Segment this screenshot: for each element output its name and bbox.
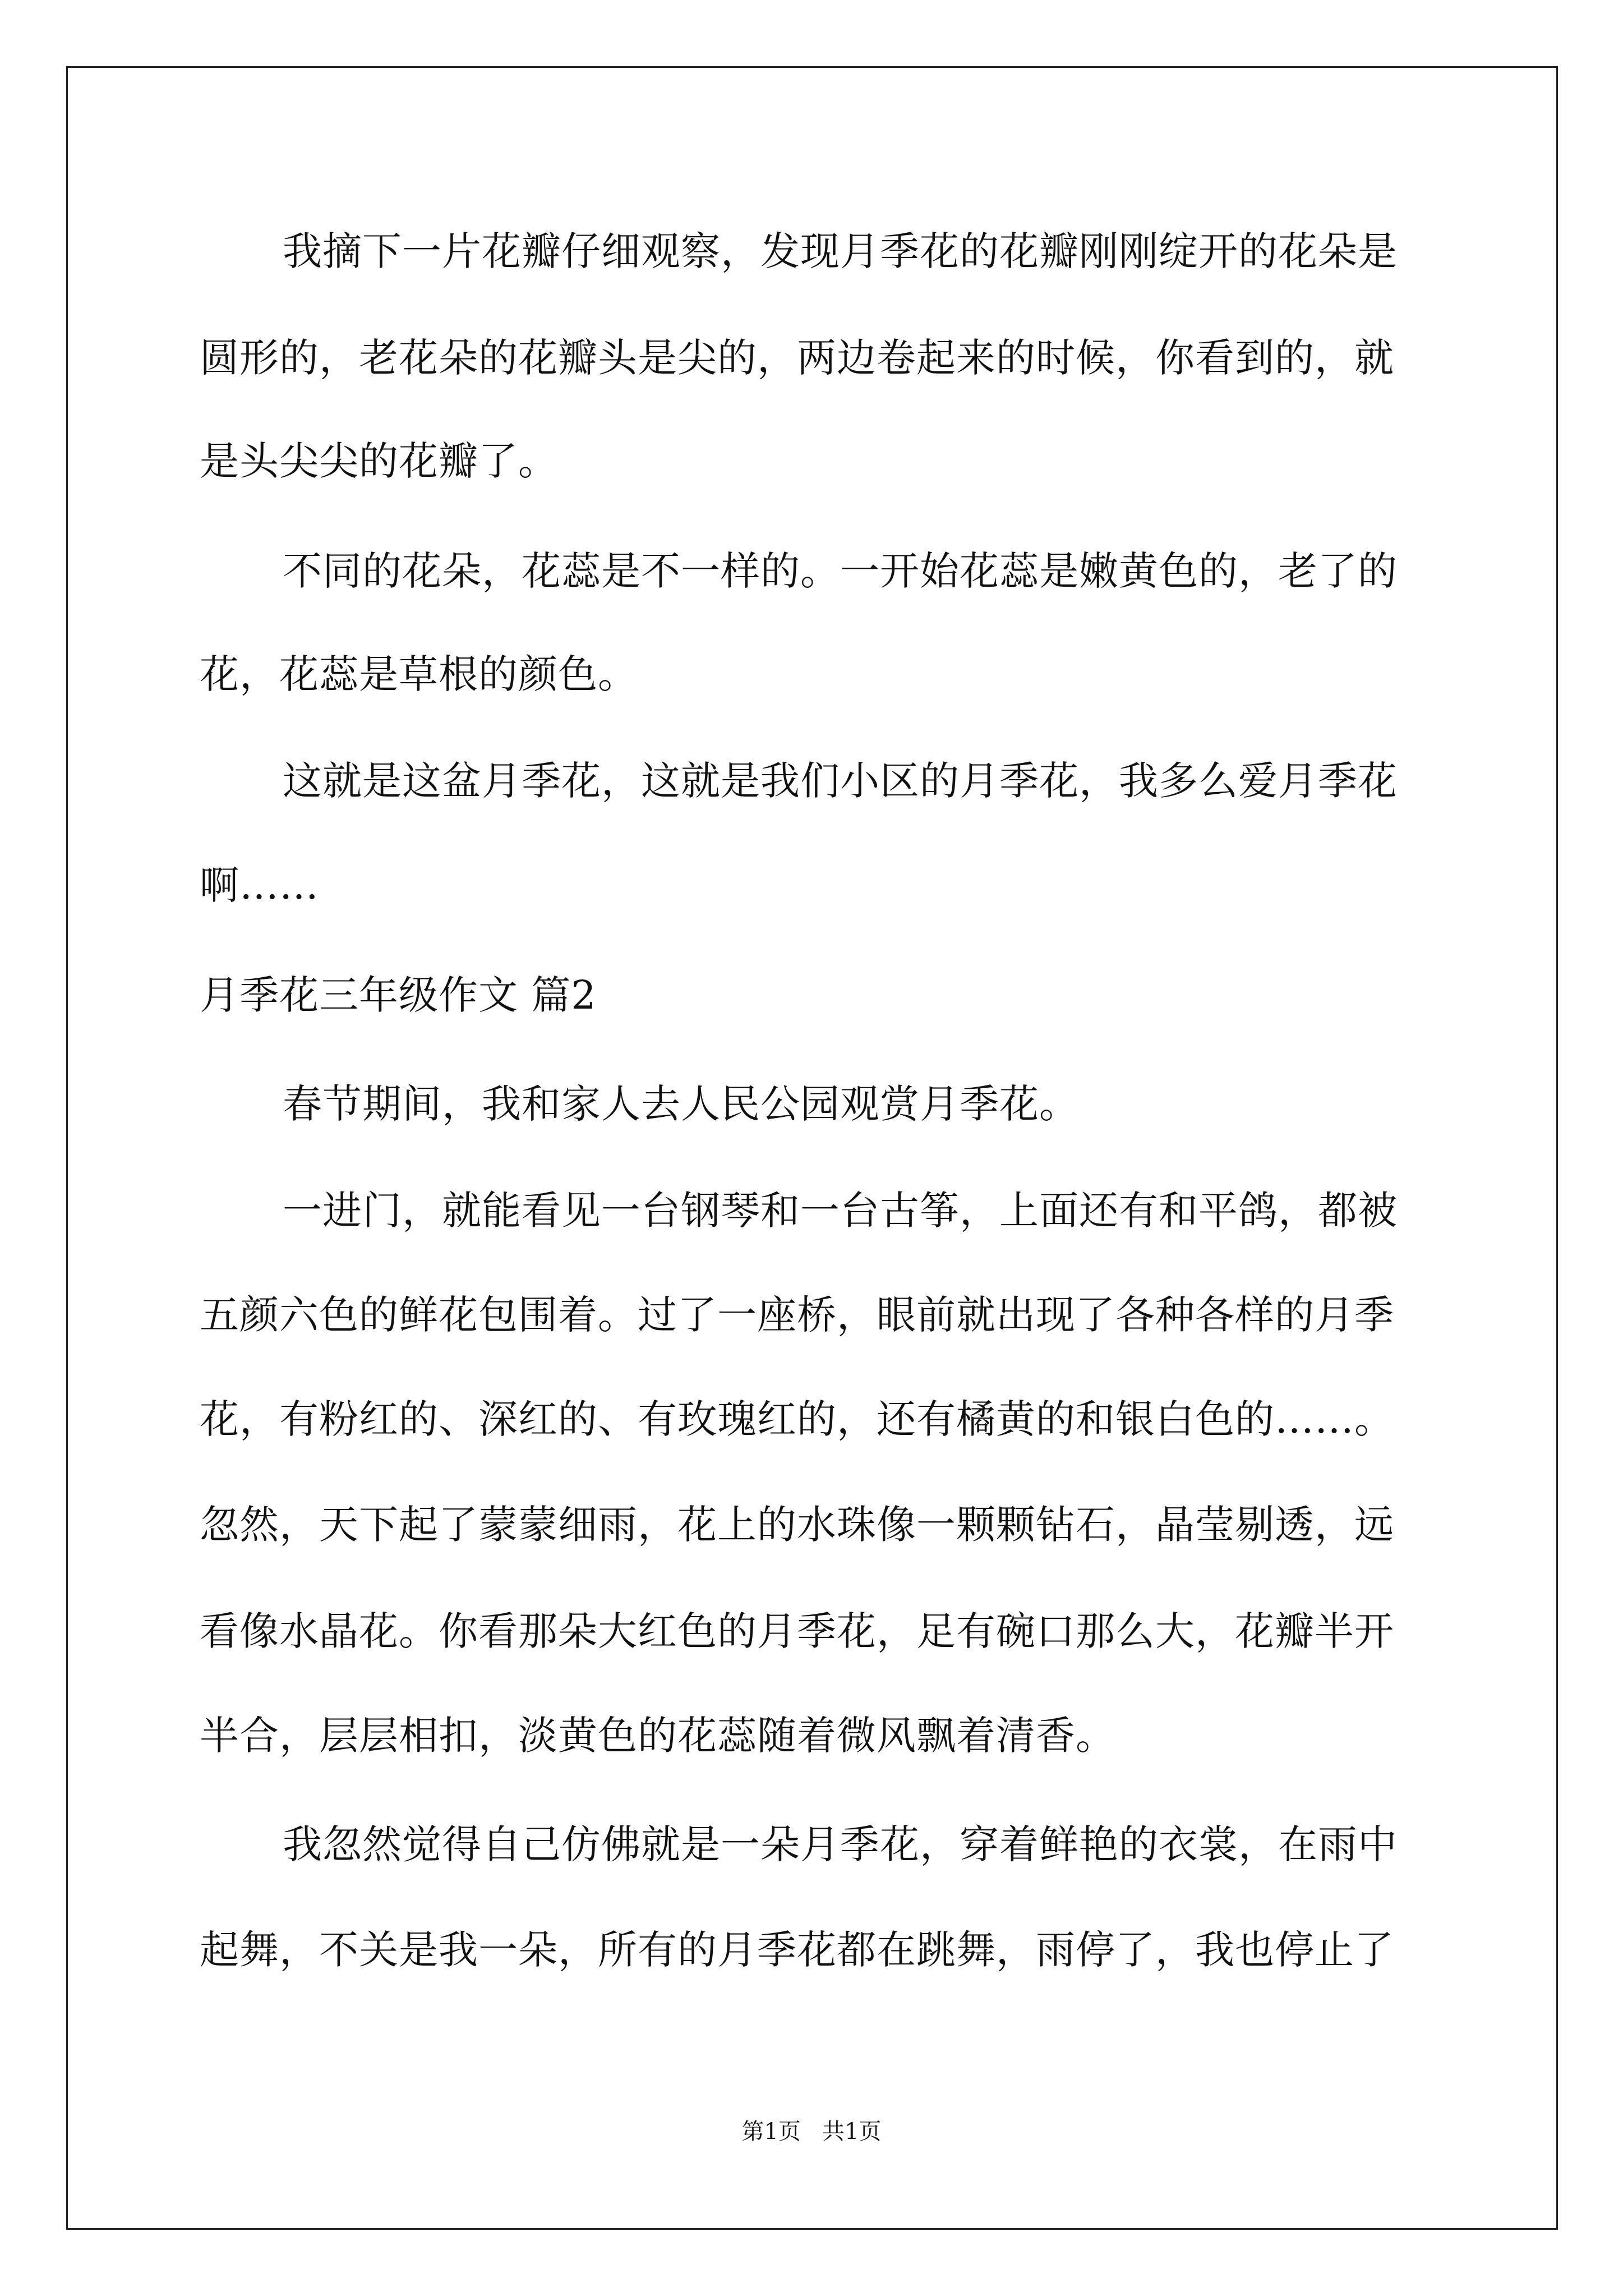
paragraph-1-line-1: 我摘下一片花瓣仔细观察，发现月季花的花瓣刚刚绽开的花朵是 <box>283 228 1398 274</box>
paragraph-3-line-1: 这就是这盆月季花，这就是我们小区的月季花，我多么爱月季花 <box>283 758 1398 804</box>
paragraph-1-line-3: 是头尖尖的花瓣了。 <box>200 438 558 484</box>
paragraph-2-line-1: 不同的花朵，花蕊是不一样的。一开始花蕊是嫩黄色的，老了的 <box>283 548 1398 594</box>
paragraph-1-line-2: 圆形的，老花朵的花瓣头是尖的，两边卷起来的时候，你看到的，就 <box>200 335 1394 381</box>
paragraph-5-line-4: 忽然，天下起了蒙蒙细雨，花上的水珠像一颗颗钻石，晶莹剔透，远 <box>200 1502 1394 1548</box>
paragraph-5-line-3: 花，有粉红的、深红的、有玫瑰红的，还有橘黄的和银白色的……。 <box>200 1396 1394 1442</box>
paragraph-5-line-6: 半合，层层相扣，淡黄色的花蕊随着微风飘着清香。 <box>200 1713 1115 1759</box>
paragraph-4-line-1: 春节期间，我和家人去人民公园观赏月季花。 <box>283 1081 1079 1127</box>
page-footer: 第1页 共1页 <box>741 2119 882 2145</box>
paragraph-5-line-5: 看像水晶花。你看那朵大红色的月季花，足有碗口那么大，花瓣半开 <box>200 1608 1394 1654</box>
paragraph-6-line-1: 我忽然觉得自己仿佛就是一朵月季花，穿着鲜艳的衣裳，在雨中 <box>283 1821 1398 1867</box>
section-heading: 月季花三年级作文 篇2 <box>200 972 597 1018</box>
paragraph-5-line-2: 五颜六色的鲜花包围着。过了一座桥，眼前就出现了各种各样的月季 <box>200 1292 1394 1338</box>
paragraph-5-line-1: 一进门，就能看见一台钢琴和一台古筝，上面还有和平鸽，都被 <box>283 1188 1398 1234</box>
page-border <box>66 66 1558 2230</box>
paragraph-3-line-2: 啊…… <box>200 862 319 908</box>
paragraph-2-line-2: 花，花蕊是草根的颜色。 <box>200 651 638 697</box>
paragraph-6-line-2: 起舞，不关是我一朵，所有的月季花都在跳舞，雨停了，我也停止了 <box>200 1927 1394 1973</box>
